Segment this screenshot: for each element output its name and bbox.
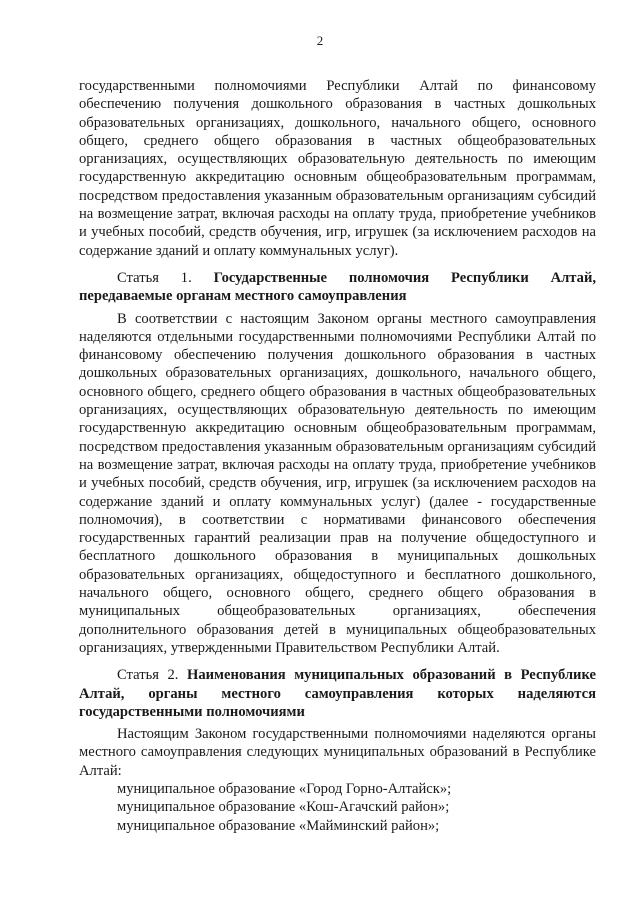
article-2-prefix: Статья 2. xyxy=(117,667,179,684)
intro-paragraph: государственными полномочиями Республики Алтай по финансовому обеспечению получения дошкольного образования в частных дошкольных образовательных организациях, дошкольного, начального общего, основного общего, среднего общего образования в частных общеобразовательных организациях, осуществляющих образовательную деятельность по имеющим государственную аккредитацию основным общеобразовательным программам, посредством предоставления указанным образовательным организациям субсидий на возмещение затрат, включая расходы на оплату труда, приобретение учебников и учебных пособий, средств обучения, игр, игрушек (за исключением расходов на содержание зданий и оплату коммунальных услуг). xyxy=(79,78,596,259)
article-1-heading xyxy=(79,269,596,306)
article-1-title: Государственные полномочия Республики Алтай, передаваемые органам местного самоуправления xyxy=(79,269,596,305)
article-2-heading xyxy=(79,666,596,721)
article-1-prefix: Статья 1. xyxy=(117,269,192,286)
page-number: 2 xyxy=(316,33,324,48)
list-item: муниципальное образование «Майминский район»; xyxy=(117,817,440,834)
article-1-paragraph: В соответствии с настоящим Законом органы местного самоуправления наделяются отдельными государственными полномочиями Республики Алтай по финансовому обеспечению получения дошкольного образования в частных дошкольных образовательных организациях, дошкольного, начального общего, основного общего, среднего общего образования в частных общеобразовательных организациях, осуществляющих образовательную деятельность по имеющим государственную аккредитацию основным общеобразовательным программам, посредством предоставления указанным образовательным организациям субсидий на возмещение затрат, включая расходы на оплату труда, приобретение учебников и учебных пособий, средств обучения, игр, игрушек (за исключением расходов на содержание зданий и оплату коммунальных услуг) (далее - государственные полномочия), в соответствии с нормативами финансового обеспечения государственных гарантий реализации прав на получение общедоступного и бесплатного дошкольного образования в муниципальных дошкольных образовательных организациях, общедоступного и бесплатного дошкольного, начального общего, основного общего, среднего общего образования в муниципальных общеобразовательных организациях, обеспечения дополнительного образования детей в муниципальных общеобразовательных организациях, утвержденными Правительством Республики Алтай. xyxy=(79,310,596,656)
article-2-paragraph: Настоящим Законом государственными полномочиями наделяются органы местного самоуправления следующих муниципальных образований в Республике Алтай: xyxy=(79,726,596,779)
document-body xyxy=(79,77,596,835)
list-item: муниципальное образование «Кош-Агачский район»; xyxy=(117,799,450,816)
list-item: муниципальное образование «Город Горно-Алтайск»; xyxy=(117,780,452,797)
article-2-title: Наименования муниципальных образований в Республике Алтай, органы местного самоуправления которых наделяются государственными полномочиями xyxy=(79,667,596,720)
